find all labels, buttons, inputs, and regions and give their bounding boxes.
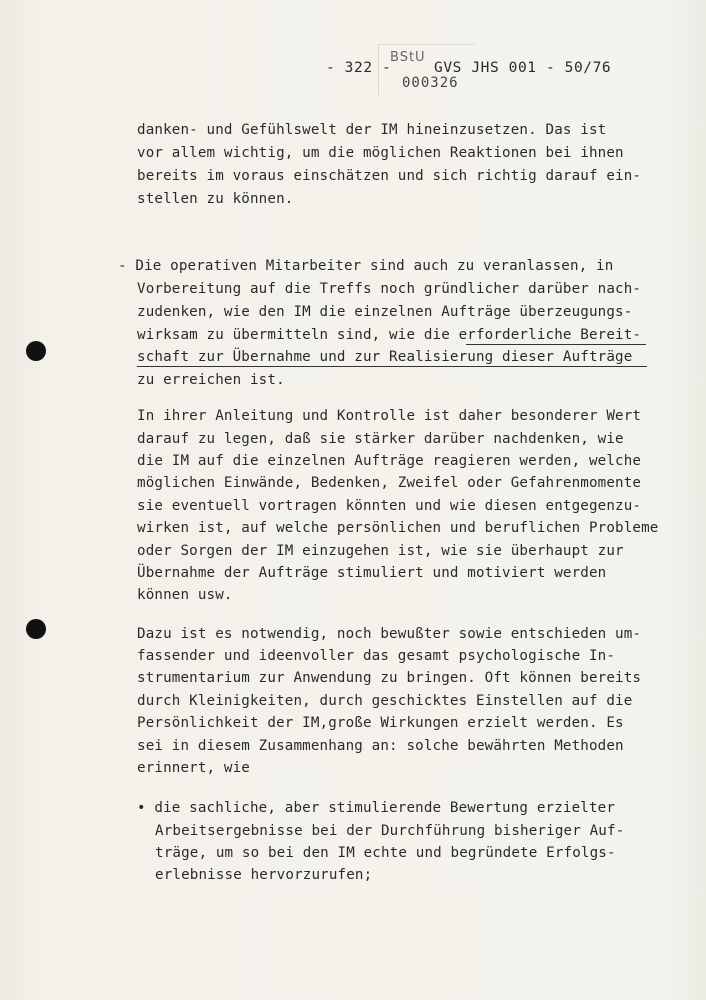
text-line: träge, um so bei den IM echte und begründete Erfolgs- — [155, 845, 616, 861]
archive-stamp-number: 000326 — [402, 75, 459, 91]
text-line: stellen zu können. — [137, 191, 294, 207]
punch-hole — [26, 341, 46, 361]
text-line: sie eventuell vortragen könnten und wie diesen entgegenzu- — [137, 498, 642, 514]
underline — [466, 344, 646, 345]
text-line: erinnert, wie — [137, 760, 250, 776]
punch-hole — [26, 619, 46, 639]
text-line: oder Sorgen der IM einzugehen ist, wie sie überhaupt zur — [137, 543, 624, 559]
text-line: durch Kleinigkeiten, durch geschicktes Einstellen auf die — [137, 693, 633, 709]
text-line: Arbeitsergebnisse bei der Durchführung bisheriger Auf- — [155, 823, 625, 839]
text-line: - Die operativen Mitarbeiter sind auch zu veranlassen, in — [118, 258, 614, 274]
text-line: sei in diesem Zusammenhang an: solche bewährten Methoden — [137, 738, 624, 754]
text-line: danken- und Gefühlswelt der IM hineinzusetzen. Das ist — [137, 122, 607, 138]
text-line: schaft zur Übernahme und zur Realisierung dieser Aufträge — [137, 349, 633, 365]
document-reference: GVS JHS 001 - 50/76 — [434, 60, 612, 76]
text-line: die IM auf die einzelnen Aufträge reagieren werden, welche — [137, 453, 642, 469]
text-line: zu erreichen ist. — [137, 372, 285, 388]
text-line: Dazu ist es notwendig, noch bewußter sowie entschieden um- — [137, 626, 642, 642]
text-line: wirken ist, auf welche persönlichen und beruflichen Probleme — [137, 520, 659, 536]
archive-stamp-label: BStU — [390, 50, 426, 65]
text-line: bereits im voraus einschätzen und sich richtig darauf ein- — [137, 168, 642, 184]
underline — [137, 366, 647, 367]
text-line: können usw. — [137, 587, 233, 603]
text-line: wirksam zu übermitteln sind, wie die erforderliche Bereit- — [137, 327, 642, 343]
text-line: strumentarium zur Anwendung zu bringen. Oft können bereits — [137, 670, 642, 686]
text-line: zudenken, wie den IM die einzelnen Aufträge überzeugungs- — [137, 304, 633, 320]
text-line: fassender und ideenvoller das gesamt psychologische In- — [137, 648, 616, 664]
text-line: möglichen Einwände, Bedenken, Zweifel oder Gefahrenmomente — [137, 475, 642, 491]
text-line: erlebnisse hervorzurufen; — [155, 867, 373, 883]
text-line: Übernahme der Aufträge stimuliert und motiviert werden — [137, 565, 607, 581]
text-line: Persönlichkeit der IM,große Wirkungen erzielt werden. Es — [137, 715, 624, 731]
text-line: Vorbereitung auf die Treffs noch gründlicher darüber nach- — [137, 281, 642, 297]
text-line: • die sachliche, aber stimulierende Bewertung erzielter — [137, 800, 616, 816]
text-line: In ihrer Anleitung und Kontrolle ist daher besonderer Wert — [137, 408, 642, 424]
text-line: darauf zu legen, daß sie stärker darüber nachdenken, wie — [137, 431, 624, 447]
page-number: - 322 - — [326, 60, 392, 76]
text-line: vor allem wichtig, um die möglichen Reaktionen bei ihnen — [137, 145, 624, 161]
